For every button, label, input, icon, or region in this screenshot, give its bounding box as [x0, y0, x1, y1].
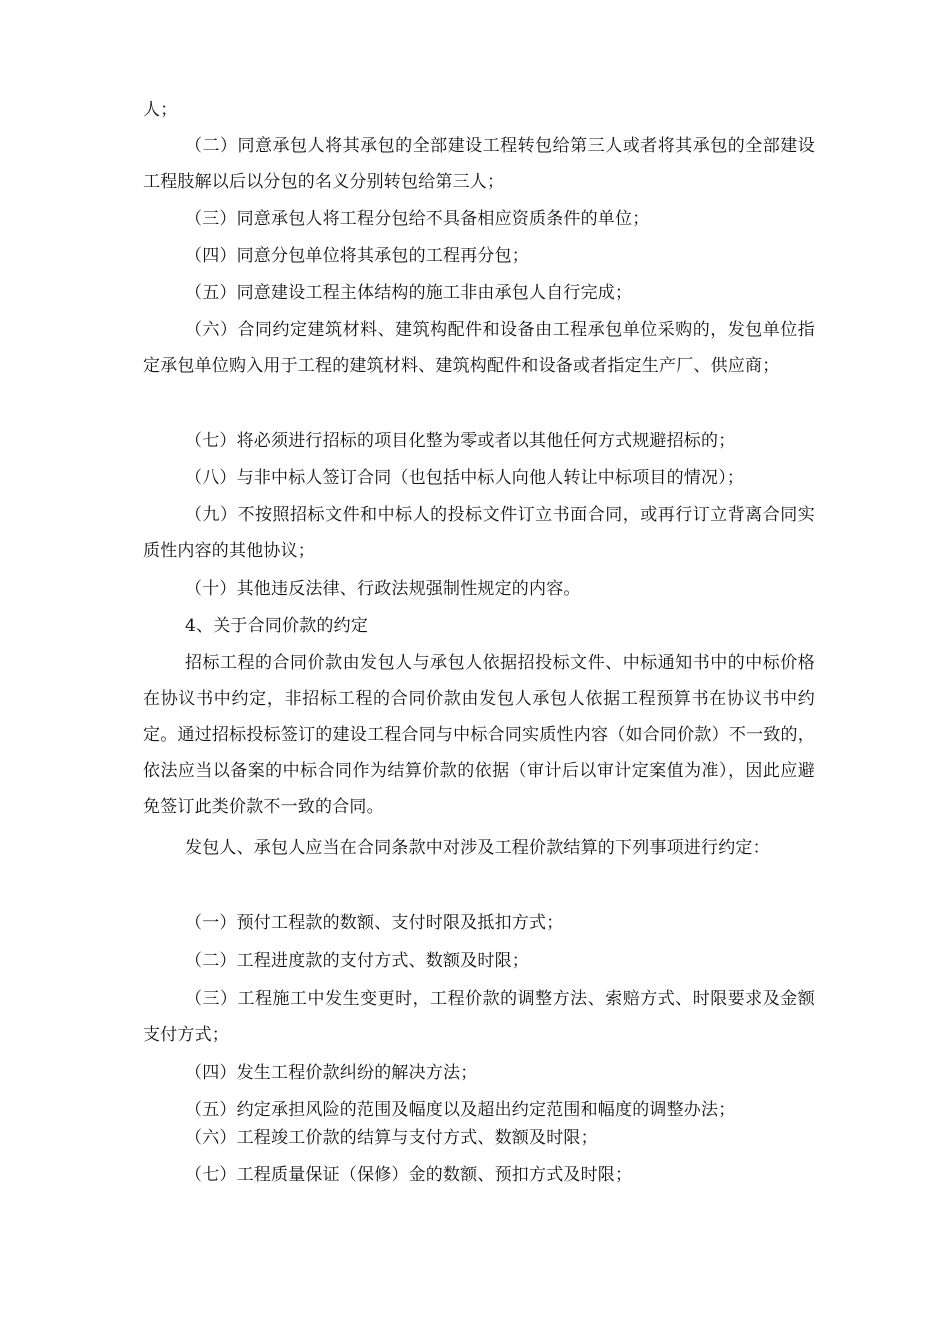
paragraph-item-5: （五）同意建设工程主体结构的施工非由承包人自行完成； [185, 283, 633, 303]
paragraph-item-5: （五）约定承担风险的范围及幅度以及超出约定范围和幅度的调整办法； [185, 1100, 736, 1120]
paragraph-item-10: （十）其他违反法律、行政法规强制性规定的内容。 [185, 579, 581, 599]
paragraph-body: 招标工程的合同价款由发包人与承包人依据招投标文件、中标通知书中的中标价格在协议书中约定，非招标工程的合同价款由发包人承包人依据工程预算书在协议书中约定。通过招标投标签订的建设工程合同与中标合同实质性内容（如合同价款）不一致的，依法应当以备案的中标合同作为结算价款的依据（审计后以审计定案值为准），因此应避免签订此类价款不一致的合同。 [143, 653, 815, 817]
paragraph-item-8: （八）与非中标人签订合同（也包括中标人向他人转让中标项目的情况）； [185, 468, 745, 488]
paragraph-item-3: （三）同意承包人将工程分包给不具备相应资质条件的单位； [185, 209, 650, 229]
paragraph-item-4: （四）同意分包单位将其承包的工程再分包； [185, 246, 529, 266]
paragraph-item-9: （九）不按照招标文件和中标人的投标文件订立书面合同，或再行订立背离合同实质性内容的其他协议； [143, 505, 815, 561]
paragraph-item-6: （六）合同约定建筑材料、建筑构配件和设备由工程承包单位采购的，发包单位指定承包单位购入用于工程的建筑材料、建筑构配件和设备或者指定生产厂、供应商； [143, 320, 815, 376]
section-heading: 4、关于合同价款的约定 [185, 616, 369, 636]
paragraph-item-7: （七）工程质量保证（保修）金的数额、预扣方式及时限； [185, 1165, 633, 1185]
paragraph-item-1: （一）预付工程款的数额、支付时限及抵扣方式； [185, 913, 564, 933]
paragraph-continuation: 人； [143, 100, 178, 120]
paragraph-item-2: （二）同意承包人将其承包的全部建设工程转包给第三人或者将其承包的全部建设工程肢解以后以分包的名义分别转包给第三人； [143, 136, 815, 192]
paragraph-item-2: （二）工程进度款的支付方式、数额及时限； [185, 951, 529, 971]
paragraph-item-7: （七）将必须进行招标的项目化整为零或者以其他任何方式规避招标的； [185, 431, 736, 451]
paragraph-item-6: （六）工程竣工价款的结算与支付方式、数额及时限； [185, 1128, 598, 1148]
paragraph-item-3: （三）工程施工中发生变更时，工程价款的调整方法、索赔方式、时限要求及金额支付方式； [143, 989, 815, 1045]
paragraph-body: 发包人、承包人应当在合同条款中对涉及工程价款结算的下列事项进行约定： [185, 838, 770, 858]
paragraph-item-4: （四）发生工程价款纠纷的解决方法； [185, 1063, 478, 1083]
